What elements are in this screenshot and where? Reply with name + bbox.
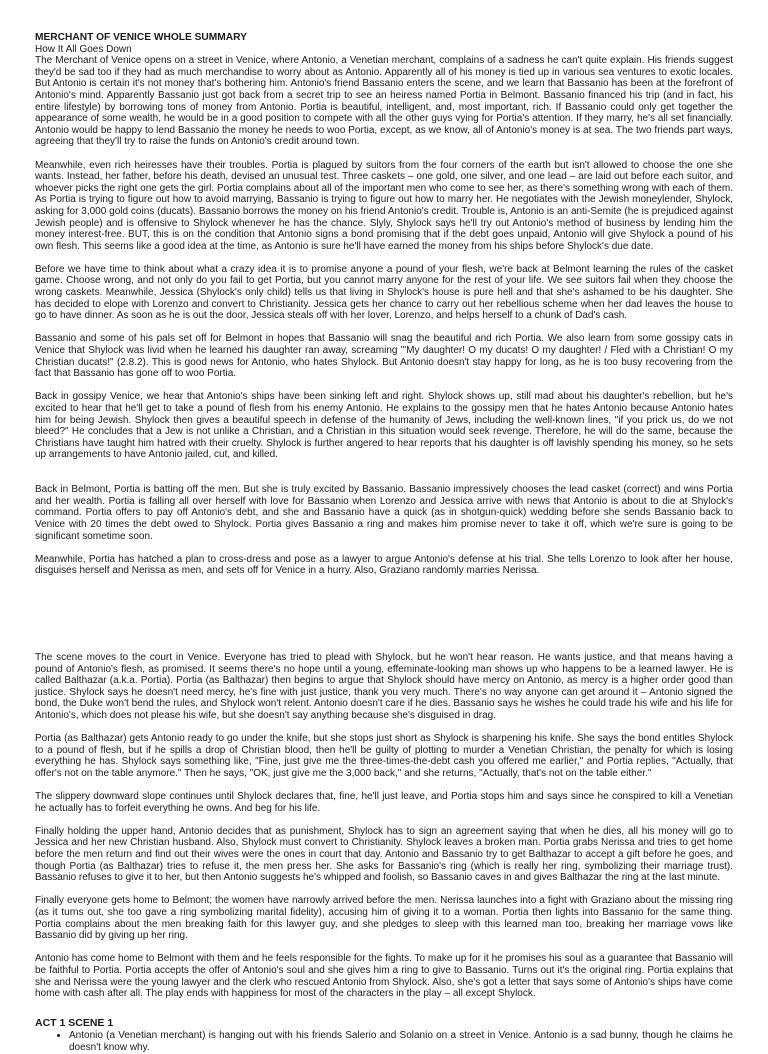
summary-paragraph-5: Back in gossipy Venice, we hear that Antonio's ships have been sinking left and right. Shylock shows up, still mad about his daughter's rebellion, but he's excited to hear that he'll get to take a pound of flesh from his enemy Antonio. He explains to the gossipy men that he hates Antonio because Antonio hates him for being Jewish. Shylock then gives a beautiful speech in defense of the humanity of Jews, including the well-known lines, "if you prick us, do we not bleed?" He concludes that a Jew is not unlike a Christian, and a Christian in this situation would seek revenge. Therefore, he will do the same, because the Christians have taught him hatred with their cruelty. Shylock is further angered to hear reports that his daughter is off lavishly spending his money, so he sets up arrangements to have Antonio jailed, cut, and killed. bbox=[35, 391, 733, 461]
summary-paragraph-11: Finally holding the upper hand, Antonio decides that as punishment, Shylock has to sign an agreement saying that when he dies, all his money will go to Jessica and her new Christian husband. Also, Shylock must convert to Christianity. Shylock leaves a broken man. Portia grabs Nerissa and tries to get home before the men return and find out their wives were the ones in court that day. Antonio and Bassanio try to get Balthazar to accept a gift before he goes, and though Portia (as Balthazar) tries to refuse it, the men press her. She asks for Bassanio's ring (which is really her ring, symbolizing their marriage trust). Bassanio refuses to give it to her, but then Antonio suggests he's whipped and foolish, so Bassanio caves in and gives Balthazar the ring at the last minute. bbox=[35, 825, 733, 884]
section-heading: ACT 1 SCENE 1 bbox=[35, 1017, 114, 1030]
summary-paragraph-9: Portia (as Balthazar) gets Antonio ready to go under the knife, but she stops just short as Shylock is sharpening his knife. She says the bond entitles Shylock to a pound of flesh, but if he spills a drop of Christian blood, then he'll be guilty of plotting to murder a Venetian Christian, the penalty for which is losing everything he has. Shylock says something like, "Fine, just give me the three-times-the-debt cash you offered me earlier," and Portia replies, "Actually, that offer's not on the table anymore." Then he says, "OK, just give me the 3,000 back," and she returns, "Actually, that's not on the table either." bbox=[35, 733, 733, 779]
summary-paragraph-10: The slippery downward slope continues until Shylock declares that, fine, he'll just leave, and Portia stops him and says since he conspired to kill a Venetian he actually has to forfeit everything he owns. And beg for his life. bbox=[35, 791, 733, 814]
scene-bullet-list bbox=[35, 1030, 733, 1053]
document-subtitle: How It All Goes Down bbox=[35, 43, 132, 55]
document-title: MERCHANT OF VENICE WHOLE SUMMARY bbox=[35, 32, 247, 43]
summary-paragraph-2: Meanwhile, even rich heiresses have their troubles. Portia is plagued by suitors from the four corners of the earth but isn't allowed to choose the one she wants. Instead, her father, before his death, devised an unusual test. Three caskets – one gold, one silver, and one lead – are laid out before each suitor, and whoever picks the right one gets the girl. Portia complains about all of the important men who come to see her, as there's something wrong with each of them. As Portia is trying to figure out how to avoid marrying, Bassanio is trying to figure out how to marry her. He negotiates with the Jewish moneylender, Shylock, asking for 3,000 gold coins (ducats). Bassanio borrows the money on his friend Antonio's credit. Trouble is, Antonio is an anti-Semite (he is prejudiced against Jewish people) and is offensive to Shylock whenever he has the chance. Slyly, Shylock says he'll try out Antonio's method of business by lending him the money interest-free. BUT, this is on the condition that Antonio signs a bond promising that if the debt goes unpaid, Antonio will give Shylock a pound of his own flesh. This seems like a good idea at the time, as Antonio is sure he'll have earned the money from his ships before Shylock's due date. bbox=[35, 159, 733, 252]
summary-paragraph-1: The Merchant of Venice opens on a street in Venice, where Antonio, a Venetian merchant, complains of a sadness he can't quite explain. His friends suggest they'd be sad too if they had as much merchandise to worry about as Antonio. Apparently all of his money is tied up in various sea ventures to exotic locales. But Antonio is certain it's not money that's bothering him. Antonio's friend Bassanio enters the scene, and we learn that Bassanio has been at the forefront of Antonio's mind. Apparently Bassanio just got back from a secret trip to see an heiress named Portia in Belmont. Bassanio financed his trip (and in fact, his entire lifestyle) by borrowing tons of money from Antonio. Portia is beautiful, intelligent, and, most important, rich. If Bassanio could only get together the appearance of some wealth, he would be in a good position to compete with all the other guys vying for Portia's attention. If they marry, he's all set financially. Antonio would be happy to lend Bassanio the money he needs to woo Portia, except, as we know, all of Antonio's money is at sea. The two friends part ways, agreeing that they'll try to raise the funds on Antonio's credit around town. bbox=[35, 55, 733, 148]
summary-paragraph-12: Finally everyone gets home to Belmont; the women have narrowly arrived before the men. Nerissa launches into a fight with Graziano about the missing ring (as it turns out, she too gave a ring symbolizing marital fidelity), accusing him of giving it to a woman. Portia then lights into Bassanio for the same thing. Portia complains about the men breaking faith for this lawyer guy, and she pledges to sleep with this learned man too, breaking her marriage vows like Bassanio did by giving up her ring. bbox=[35, 895, 733, 942]
summary-paragraph-4: Bassanio and some of his pals set off for Belmont in hopes that Bassanio will snag the beautiful and rich Portia. We also learn from some gossipy cats in Venice that Shylock was livid when he learned his daughter ran away, screaming "'My daughter! O my ducats! O my daughter! / Fled with a Christian! O my Christian ducats!" (2.8.2). This is good news for Antonio, who hates Shylock. But Antonio doesn't stay happy for long, as he is too busy recovering from the fact that Bassanio has gone off to woo Portia. bbox=[35, 333, 733, 380]
summary-paragraph-13: Antonio has come home to Belmont with them and he feels responsible for the fights. To make up for it he promises his soul as a guarantee that Bassanio will be faithful to Portia. Portia accepts the offer of Antonio's soul and she gives him a ring to give to Bassanio. Turns out it's the original ring. Portia explains that she and Nerissa were the young lawyer and the clerk who rescued Antonio from Shylock. Also, she's got a letter that says some of Antonio's ships have come home with cash after all. The play ends with happiness for most of the characters in the play – all except Shylock. bbox=[35, 953, 733, 1000]
summary-paragraph-6: Back in Belmont, Portia is batting off the men. But she is truly excited by Bassanio. Bassanio impressively chooses the lead casket (correct) and wins Portia and her wealth. Portia is falling all over herself with love for Bassanio when Lorenzo and Jessica arrive with news that Antonio is about to die at Shylock's command. Portia offers to pay off Antonio's debt, and she and Bassanio have a quick (as in shotgun-quick) wedding before she sends Bassanio back to Venice with 20 times the debt owed to Shylock. Portia gives Bassanio a ring and makes him promise never to take it off, which we're sure is going to be significant sometime soon. bbox=[35, 484, 733, 542]
summary-paragraph-8: The scene moves to the court in Venice. Everyone has tried to plead with Shylock, but he won't hear reason. He wants justice, and that means having a pound of Antonio's flesh, as promised. It seems there's no hope until a young, effeminate-looking man shows up who happens to be a learned lawyer. He is called Balthazar (a.k.a. Portia). Portia (as Balthazar) then begins to argue that Shylock should have mercy on Antonio, as mercy is a higher order good than justice. Shylock says he doesn't need mercy, he's fine with just justice, thank you very much. There's no way anyone can get around it – Antonio signed the bond, the Duke won't bend the rules, and Shylock won't relent. Antonio doesn't care if he dies. Bassanio says he wishes he could trade his wife and his life for Antonio's, which does not please his wife, but she doesn't say anything because she's disguised in drag. bbox=[35, 651, 733, 721]
summary-paragraph-3: Before we have time to think about what a crazy idea it is to promise anyone a pound of your flesh, we're back at Belmont learning the rules of the casket game. Choose wrong, and not only do you fail to get Portia, but you cannot marry anyone for the rest of your life. We see suitors fail when they choose the wrong caskets. Meanwhile, Jessica (Shylock's only child) tells us that living in Shylock's house is pure hell and that she's ashamed to be his daughter. She has decided to elope with Lorenzo and convert to Christianity. Jessica gets her chance to carry out her rebellious scheme when her dad leaves the house to go to have dinner. As soon as he is out the door, Jessica steals off with her lover, Lorenzo, and helps herself to a chunk of Dad's cash. bbox=[35, 263, 733, 322]
list-item: • Antonio (a Venetian merchant) is hanging out with his friends Salerio and Solanio on a street in Venice. Antonio is a sad bunny, though he claims he doesn't know why. bbox=[69, 1030, 733, 1053]
page-break-space bbox=[35, 577, 733, 652]
summary-paragraph-7: Meanwhile, Portia has hatched a plan to cross-dress and pose as a lawyer to argue Antonio's defense at his trial. She tells Lorenzo to look after her house, disguises herself and Nerissa as men, and sets off for Venice in a hurry. Also, Graziano randomly marries Nerissa. bbox=[35, 553, 733, 577]
